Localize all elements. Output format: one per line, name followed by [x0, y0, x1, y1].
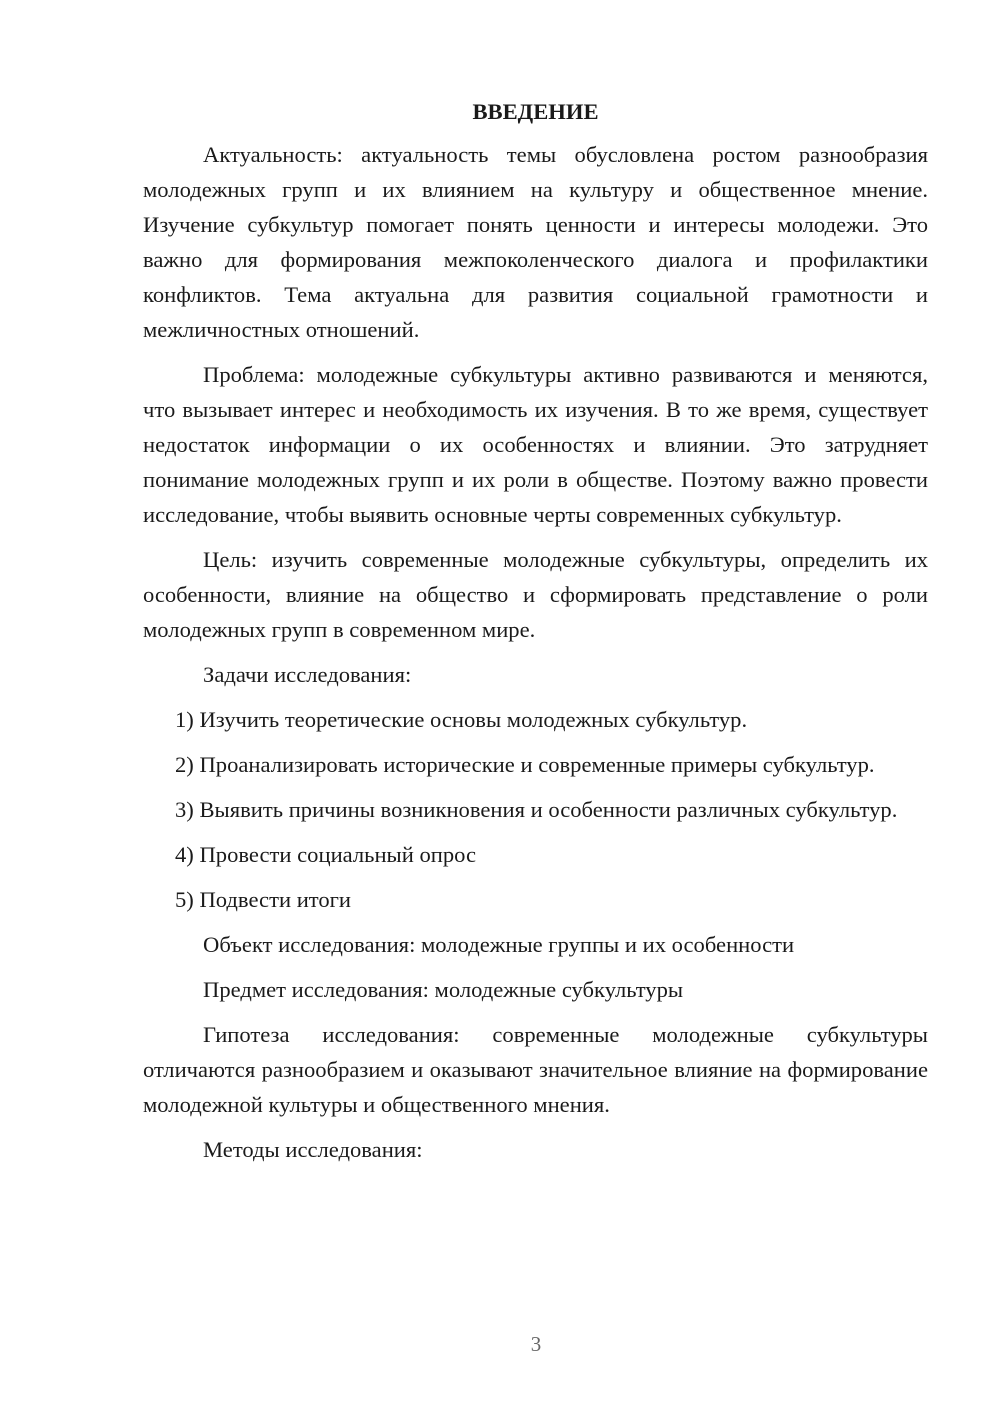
paragraph-tasks-heading: Задачи исследования:: [203, 662, 412, 687]
task-item-3: 3) Выявить причины возникновения и особенности различных субкультур.: [175, 797, 898, 822]
paragraph-subject: Предмет исследования: молодежные субкультуры: [203, 977, 684, 1002]
paragraph-object: Объект исследования: молодежные группы и их особенности: [203, 932, 795, 957]
paragraph-problem: Проблема: молодежные субкультуры активно развиваются и меняются, что вызывает интерес и необходимость их изучения. В то же время, существует недостаток информации о их особенностях и влиянии. Это затрудняет понимание молодежных групп и их роли в обществе. Поэтому важно провести исследование, чтобы выявить основные черты современных субкультур.: [143, 362, 928, 527]
page-content: [143, 94, 928, 1177]
paragraph-goal: Цель: изучить современные молодежные субкультуры, определить их особенности, влияние на общество и сформировать представление о роли молодежных групп в современном мире.: [143, 547, 928, 642]
paragraph-relevance: Актуальность: актуальность темы обусловлена ростом разнообразия молодежных групп и их влиянием на культуру и общественное мнение. Изучение субкультур помогает понять ценности и интересы молодежи. Это важно для формирования межпоколенческого диалога и профилактики конфликтов. Тема актуальна для развития социальной грамотности и межличностных отношений.: [143, 142, 928, 342]
task-item-5: 5) Подвести итоги: [175, 887, 352, 912]
task-item-4: 4) Провести социальный опрос: [175, 842, 477, 867]
task-item-2: 2) Проанализировать исторические и современные примеры субкультур.: [175, 752, 875, 777]
task-item-1: 1) Изучить теоретические основы молодежных субкультур.: [175, 707, 748, 732]
paragraph-methods: Методы исследования:: [203, 1137, 423, 1162]
paragraph-hypothesis: Гипотеза исследования: современные молодежные субкультуры отличаются разнообразием и оказывают значительное влияние на формирование молодежной культуры и общественного мнения.: [143, 1022, 928, 1117]
section-title: ВВЕДЕНИЕ: [472, 99, 599, 124]
page-number: 3: [530, 1332, 542, 1356]
